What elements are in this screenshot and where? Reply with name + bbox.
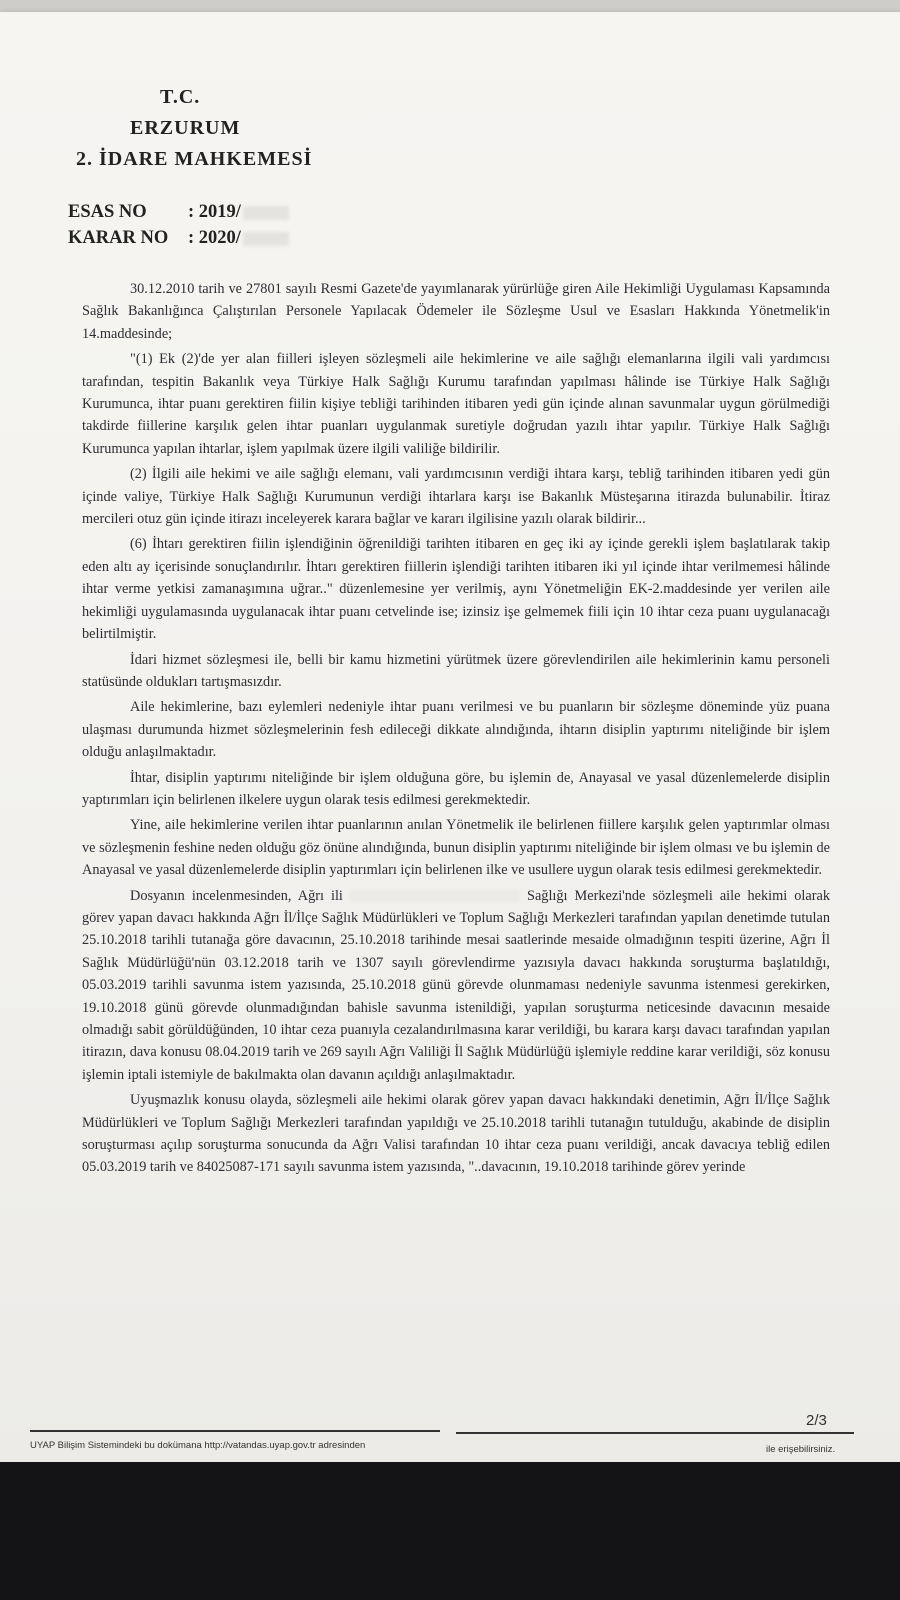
karar-no-value: : 2020/ — [188, 228, 241, 248]
redaction-blur — [243, 232, 289, 246]
paragraph-1: 30.12.2010 tarih ve 27801 sayılı Resmi Gazete'de yayımlanarak yürürlüğe giren Aile Hekimliği Uygulaması Kapsamında Sağlık Bakanlığınca Çalıştırılan Personele Yapılacak Ödemeler ile Sözleşme Usul ve Esasları Hakkında Yönetmelik'in 14.maddesinde; — [82, 281, 830, 342]
paragraph-6: Aile hekimlerine, bazı eylemleri nedeniyle ihtar puanı verilmesi ve bu puanların bir sözleşme döneminde yüz puana ulaşması durumunda hizmet sözleşmelerinin fesh edileceği dikkate alındığında, ihtarın disiplin yaptırımı niteliğinde bir işlem olduğu anlaşılmaktadır. — [82, 699, 830, 761]
footer-divider-right — [456, 1432, 854, 1434]
paragraph-5: İdari hizmet sözleşmesi ile, belli bir kamu hizmetini yürütmek üzere görevlendirilen aile hekimlerinin kamu personeli statüsünde oldukları tartışmasızdır. — [82, 651, 830, 690]
karar-no-row — [68, 228, 289, 249]
header-city: ERZURUM — [130, 117, 241, 139]
paragraph-4: (6) İhtarı gerektiren fiilin işlendiğinin öğrenildiği tarihten itibaren en geç iki ay içinde gerekli işlem başlatılarak takip eden altı ay içerisinde sonuçlandırılır. İhtarı gerektiren fiillerin işlendiği tarihten itibaren iki yıl içinde ihtar verilmemesi hâlinde ihtar verme yetkisi zamanaşımına uğrar.." düzenlemesine yer verilmiş, aynı Yönetmeliğin EK-2.maddesinde yer verilen aile hekimliği uygulamasında uygulanacak ihtar puanı cetvelinde ise; izinsiz işe gelmemek fiili için 10 ihtar ceza puanı uygulanacağı belirtilmiştir. — [82, 536, 830, 643]
paragraph-3: (2) İlgili aile hekimi ve aile sağlığı elemanı, vali yardımcısının verdiği ihtara karşı, tebliğ tarihinden itibaren yedi gün içinde valiye, Türkiye Halk Sağlığı Kurumunun verdiği ihtarlara karşı ise Bakanlık Müsteşarına itirazda bulunabilir. İtiraz mercileri otuz gün içinde itirazı inceleyerek karara bağlar ve kararı ilgilisine yazılı olarak bildirir... — [82, 466, 830, 528]
redaction-blur — [243, 206, 289, 220]
paragraph-8: Yine, aile hekimlerine verilen ihtar puanlarının anılan Yönetmelik ile belirlenen fiillere karşılık gelen yaptırımlar olması ve sözleşmenin feshine neden olduğu göz önüne alındığında, bunun disiplin yaptırımı niteliğinde bir işlem olması ve bu işlemin de Anayasal ve yasal düzenlemelerde disiplin yaptırımları için belirlenen ilke ve usullere uygun olarak tesis edilmesi gerekmektedir. — [82, 817, 830, 879]
paragraph-10: Uyuşmazlık konusu olayda, sözleşmeli aile hekimi olarak görev yapan davacı hakkındaki denetimin, Ağrı İl/İlçe Sağlık Müdürlükleri ve Toplum Sağlığı Merkezleri tarafından yapıldığı ve 25.10.2018 tarihli tutanağın tutulduğu, akabinde de disiplin soruşturması açılıp soruşturma sonucunda da Ağrı Valisi tarafından 10 ihtar ceza puanı verildiği, ancak davacıya tebliğ edilen 05.03.2019 tarih ve 84025087-171 sayılı savunma istem yazısında, "..davacının, 19.10.2018 tarihinde görev yerinde — [82, 1092, 830, 1176]
footer-access-text: ile erişebilirsiniz. — [766, 1444, 836, 1455]
dark-surface — [0, 1462, 900, 1600]
paragraph-9 — [82, 885, 830, 1087]
esas-no-value: : 2019/ — [188, 202, 241, 222]
paragraph-9-start: Dosyanın incelenmesinden, Ağrı ili — [130, 887, 343, 904]
paragraph-7: İhtar, disiplin yaptırımı niteliğinde bir işlem olduğuna göre, bu işlemin de, Anayasal ve yasal düzenlemelerde disiplin yaptırımları için belirlenen ilkelere uygun olarak tesis edilmesi gerekmektedir. — [82, 769, 830, 808]
paragraph-2: "(1) Ek (2)'de yer alan fiilleri işleyen sözleşmeli aile hekimlerine ve aile sağlığı elemanlarına ilgili vali yardımcısı tarafından, tespitin Bakanlık veya Türkiye Halk Sağlığı Kurumu tarafından yapılması hâlinde ise Türkiye Halk Sağlığı Kurumunca, ihtar puanı gerektiren fiilin kişiye tebliği tarihinden itibaren yedi gün içinde alınan savunmalar uygun görülmediği takdirde fiillerine karşılık gelen ihtar puanları uygulanmak suretiyle doğrudan yazılı ihtar yapılır. Türkiye Halk Sağlığı Kurumunca yapılan ihtarlar, işlem yapılmak üzere ilgili valiliğe bildirilir. — [82, 351, 830, 457]
karar-no-label: KARAR NO — [68, 228, 169, 248]
redaction-blur — [350, 890, 520, 902]
esas-no-label: ESAS NO — [68, 202, 147, 222]
paragraph-9-rest: Sağlığı Merkezi'nde sözleşmeli aile hekimi olarak görev yapan davacı hakkında Ağrı İl/İlçe Sağlık Müdürlükleri ve Toplum Sağlığı Merkezleri tarafından yapılan denetimde tutulan 25.10.2018 tarihli tutanağa göre davacının, 25.10.2018 tarihinde mesai saatlerinde mesaide olmadığının tespiti üzerine, Ağrı İl Sağlık Müdürlüğü'nün 03.12.2018 tarih ve 1307 sayılı görevlendirme yazısıyla davacı hakkında soruşturma başlatıldığı, 05.03.2019 tarihli savunma istem yazısında, 25.10.2018 günü görevde olunmaması nedeniyle savunma istenmesi gerekirken, 19.10.2018 günü görevde olunmadığından bahisle savunma istenildiği, yapılan soruşturma neticesinde davacının mesaide olmadığı sabit görüldüğünden, 10 ihtar ceza puanıyla cezalandırılmasına karar verildiği, bu karara karşı davacı tarafından yapılan itirazın, dava konusu 08.04.2019 tarih ve 269 sayılı Ağrı Valiliği İl Sağlık Müdürlüğü işlemiyle reddine karar verildiği, söz konusu işlemin iptali istemiyle de bakılmakta olan davanın açıldığı anlaşılmaktadır. — [82, 887, 830, 1083]
page-number: 2/3 — [806, 1412, 827, 1429]
header-court: 2. İDARE MAHKEMESİ — [76, 148, 313, 170]
footer-divider-left — [30, 1430, 440, 1432]
esas-no-row — [68, 202, 289, 223]
document-page — [0, 12, 900, 1462]
document-body — [82, 278, 830, 1182]
footer-uyap-text: UYAP Bilişim Sistemindeki bu dokümana http://vatandas.uyap.gov.tr adresinden — [30, 1440, 366, 1451]
header-tc: T.C. — [160, 86, 201, 108]
